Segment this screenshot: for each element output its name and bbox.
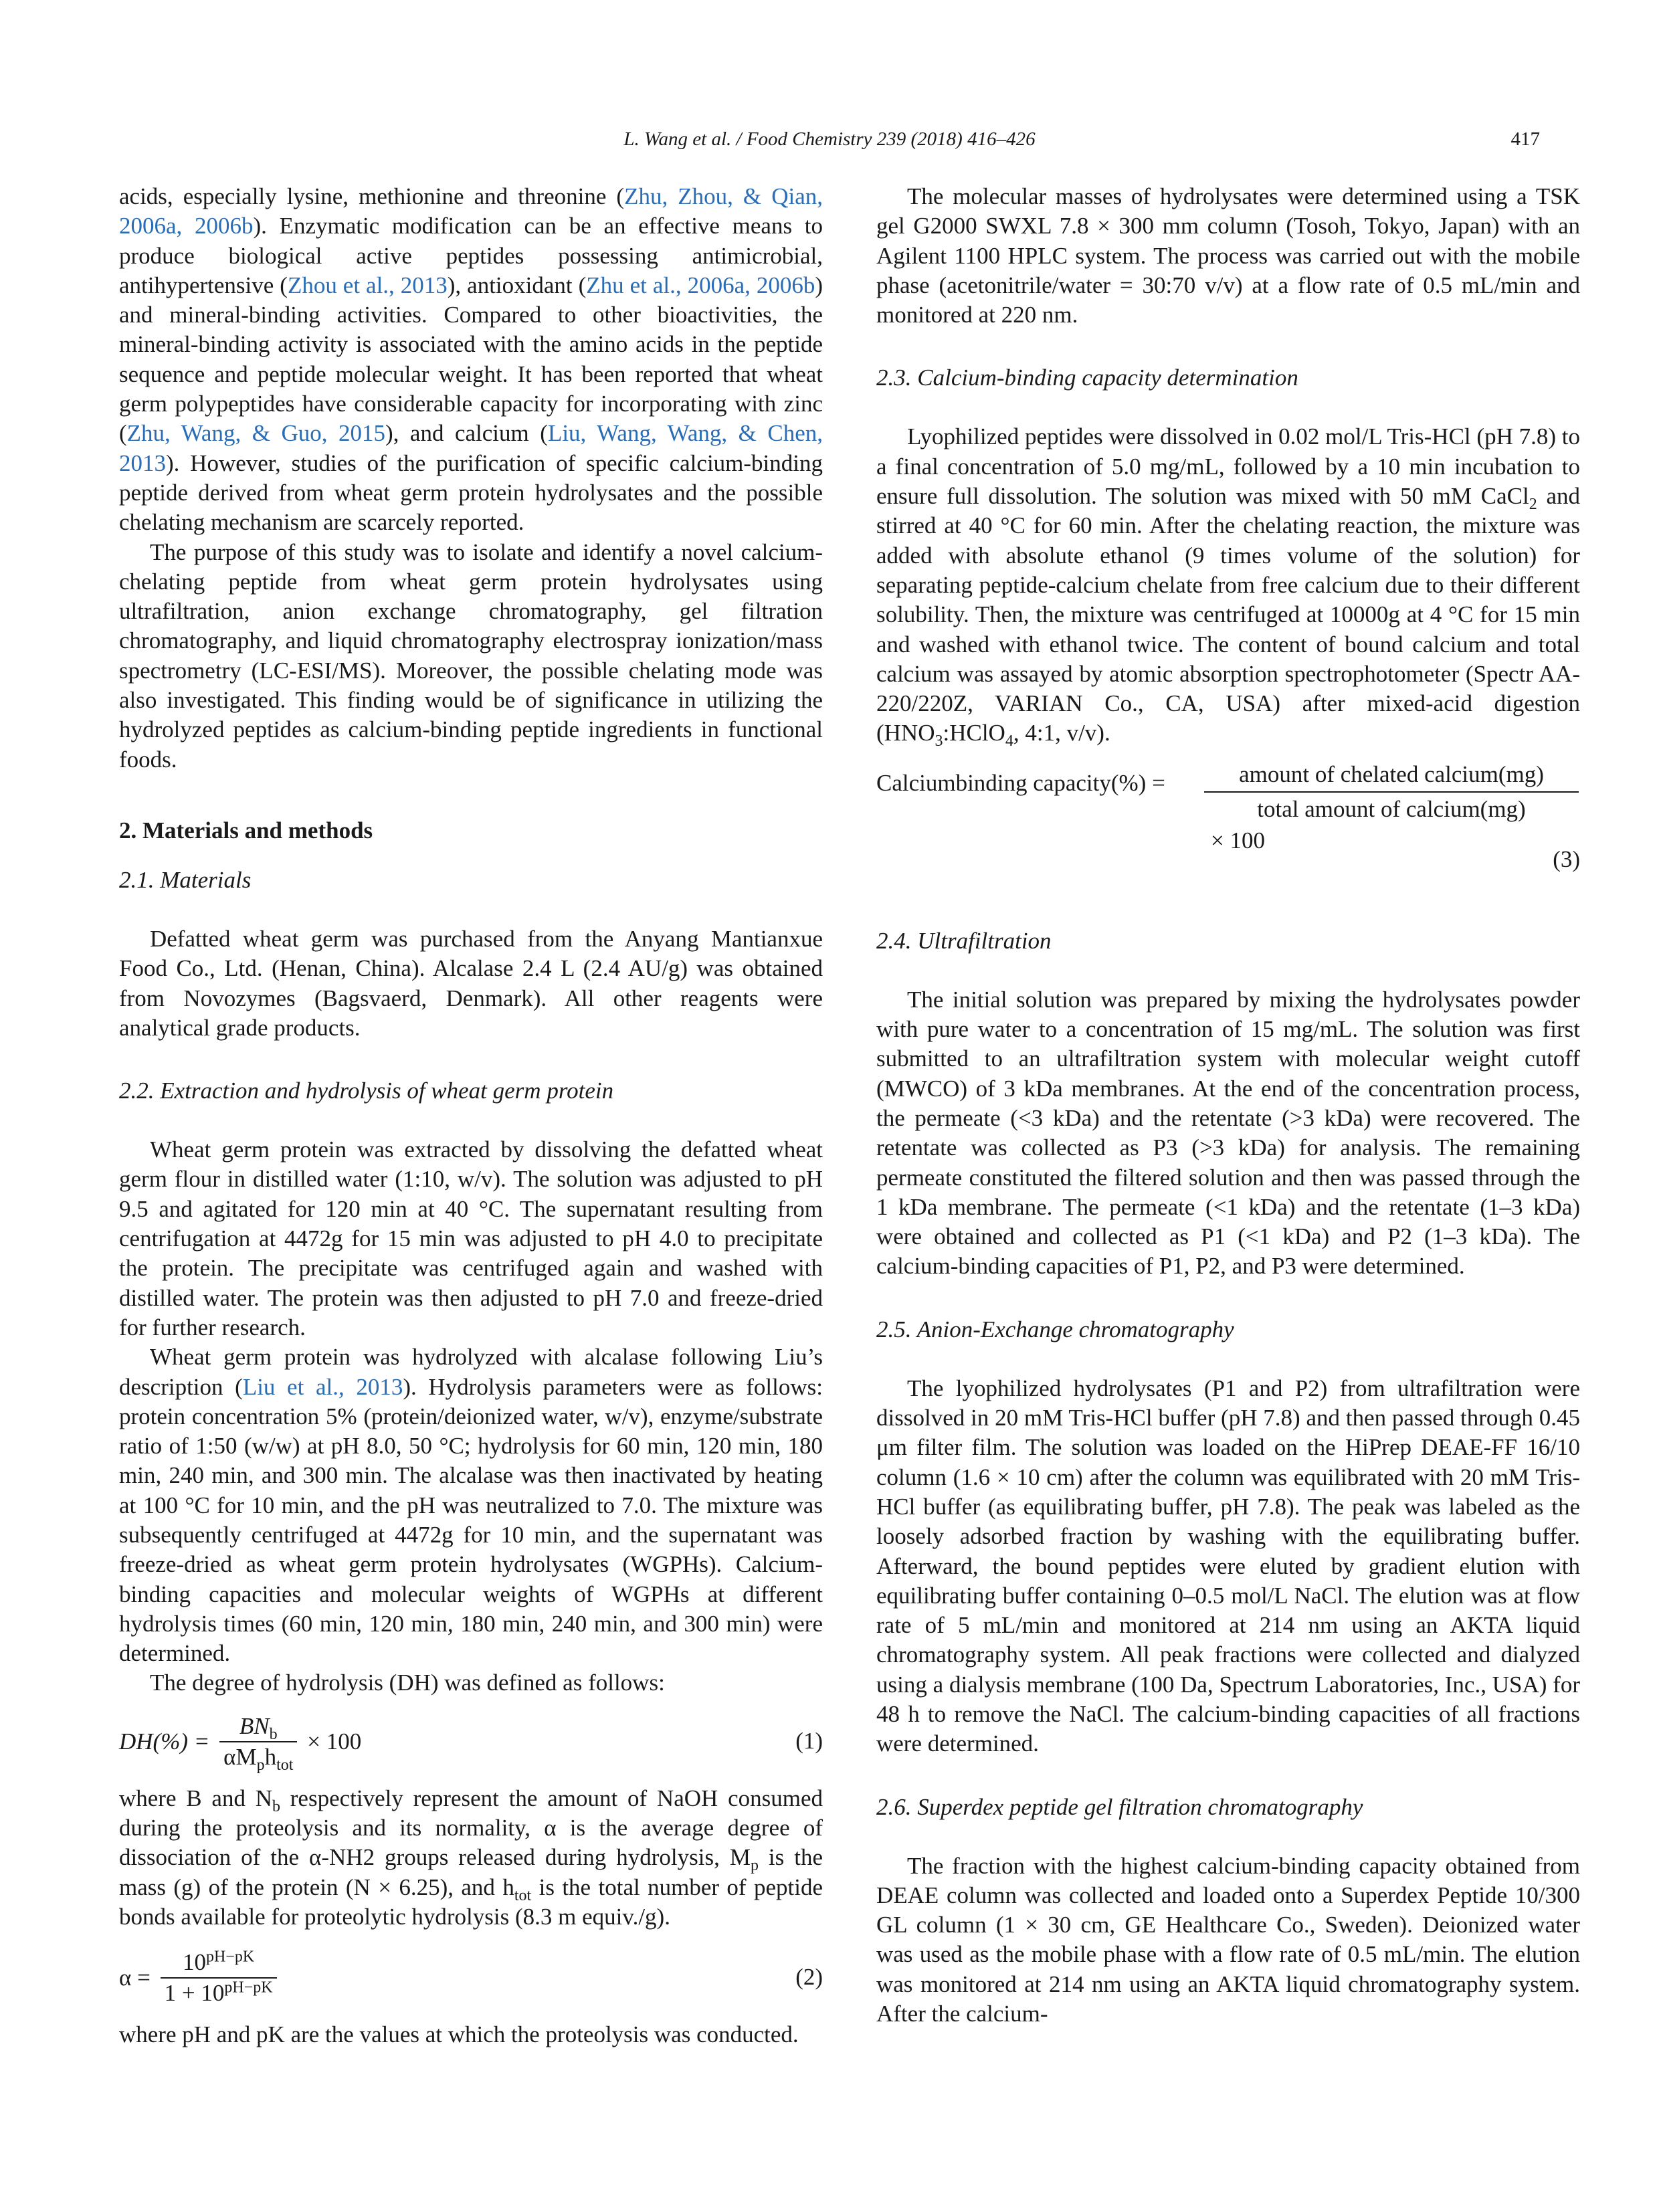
equation-3: Calciumbinding capacity(%) = amount of chelated calcium(mg) total amount of calcium(mg) × 100 (3) [876,761,1580,872]
equation-2: α = $\frac{10^{pH-pK}}{1 + 10^{pH-pK}}$ (2) [119,1948,823,2007]
where-paragraph-2: where pH and pK are the values at which the proteolysis was conducted. [119,2021,799,2048]
equation-1: DH(%) = $\frac{BN_b}{\alpha M_ph_{tot}}$ × 100 (1) [119,1712,823,1774]
intro-paragraph-continued: acids, especially lysine, methionine and threonine (Zhu, Zhou, & Qian, 2006a, 2006b). Enzymatic modification can be an effective means to produce biological active peptides possessing antimicrobial, antihypertensive (Zhou et al., 2013), antioxidant (Zhu et al., 2006a, 2006b) and mineral-binding activities. Compared to other bioactivities, the mineral-binding activity is associated with the amino acids in the peptide sequence and peptide molecular weight. It has been reported that wheat germ polypeptides have considerable capacity for incorporating with zinc (Zhu, Wang, & Guo, 2015), and calcium (Liu, Wang, Wang, & Chen, 2013). However, studies of the purification of specific calcium-binding peptide derived from wheat germ protein hydrolysates and the possible chelating mechanism are scarcely reported. [119,183,823,536]
hydrolysis-paragraph: Wheat germ protein was hydrolyzed with alcalase following Liu’s description (Liu et al., 2013). Hydrolysis parameters were as follows: protein concentration 5% (protein/deionized water, w/v), enzyme/substrate ratio of 1:50 (w/w) at pH 8.0, 50 °C; hydrolysis for 60 min, 120 min, 180 min, 240 min, and 300 min. The alcalase was then inactivated by heating at 100 °C for 10 min, and the pH was neutralized to 7.0. The mixture was subsequently centrifuged at 4472g for 10 min, and the supernatant was freeze-dried as wheat germ protein hydrolysates (WGPHs). Calcium-binding capacities and molecular weights of WGPHs at different hydrolysis times (60 min, 120 min, 180 min, 240 min, and 300 min) were determined. [119,1344,823,1667]
purpose-paragraph: The purpose of this study was to isolate and identify a novel calcium-chelating peptide from wheat germ protein hydrolysates using ultrafiltration, anion exchange chromatography, gel filtration chromatography, and liquid chromatography electrospray ionization/mass spectrometry (LC-ESI/MS). Moreover, the possible chelating mode was also investigated. This finding would be of significance in utilizing the hydrolyzed peptides as calcium-binding peptide ingredients in functional foods. [119,538,823,773]
extraction-paragraph: Wheat germ protein was extracted by dissolving the defatted wheat germ flour in distilled water (1:10, w/v). The solution was adjusted to pH 9.5 and agitated for 120 min at 40 °C. The supernatant resulting from centrifugation at 4472g for 15 min was adjusted to pH 4.0 to precipitate the protein. The precipitate was centrifuged again and washed with distilled water. The protein was then adjusted to pH 7.0 and freeze-dried for further research. [119,1136,823,1340]
subsection-heading: 2.1. Materials [119,866,252,893]
where-paragraph-1: where B and $N_b$ respectively represent the amount of NaOH consumed during the proteolysis and its normality, α is the average degree of dissociation of the α-NH2 groups released during hydrolysis, $M_p$ is the mass (g) of the protein (N × 6.25), and $h_{tot}$ is the total number of peptide bonds available for proteolytic hydrolysis (8.3 m equiv./g). [119,1785,823,1930]
page-number: 417 [1510,128,1540,150]
citation-link[interactable]: Zhu et al., 2006a, 2006b [586,272,815,298]
equation-number: (3) [1553,845,1580,872]
citation-link[interactable]: Zhou et al., 2013 [287,272,448,298]
dh-intro: The degree of hydrolysis (DH) was defined as follows: [150,1670,665,1696]
citation-link[interactable]: Zhu, Wang, & Guo, 2015 [126,420,385,447]
citation-link[interactable]: Zhu, Zhou, & Qian, 2006a, 2006b [119,183,823,239]
equation-number: (2) [795,1964,823,1991]
anion-exchange-paragraph: The lyophilized hydrolysates (P1 and P2) from ultrafiltration were dissolved in 20 mM Tris-HCl buffer (pH 7.8) and then passed through 0.45 μm filter film. The solution was loaded on the HiPrep DEAE-FF 16/10 column (1.6 × 10 cm) after the column was equilibrated with 20 mM Tris-HCl buffer (as equilibrating buffer, pH 7.8). The peak was labeled as the loosely adsorbed fraction by washing with the equilibrating buffer. Afterward, the bound peptides were eluted by gradient elution with equilibrating buffer containing 0–0.5 mol/L NaCl. The elution was at flow rate of 5 mL/min and monitored at 214 nm using an AKTA liquid chromatography system. All peak fractions were collected and dialyzed using a dialysis membrane (100 Da, Spectrum Laboratories, Inc., USA) for 48 h to remove the NaCl. The calcium-binding capacities of all fractions were determined. [876,1375,1580,1757]
materials-paragraph: Defatted wheat germ was purchased from the Anyang Mantianxue Food Co., Ltd. (Henan, China). Alcalase 2.4 L (2.4 AU/g) was obtained from Novozymes (Bagsvaerd, Denmark). All other reagents were analytical grade products. [119,925,823,1041]
subsection-heading: 2.6. Superdex peptide gel filtration chromatography [876,1793,1363,1820]
subsection-heading: 2.2. Extraction and hydrolysis of wheat germ protein [119,1078,614,1104]
running-head [119,128,1540,158]
subsection-heading: 2.5. Anion-Exchange chromatography [876,1316,1234,1342]
left-column [119,182,823,2050]
subsection-heading: 2.3. Calcium-binding capacity determination [876,365,1298,391]
ultrafiltration-paragraph: The initial solution was prepared by mixing the hydrolysates powder with pure water to a concentration of 15 mg/mL. The solution was first submitted to an ultrafiltration system with molecular weight cutoff (MWCO) of 3 kDa membranes. At the end of the concentration process, the permeate (<3 kDa) and the retentate (>3 kDa) were recovered. The retentate was collected as P3 (>3 kDa) for analysis. The remaining permeate constituted the filtered solution and then was passed through the 1 kDa membrane. The permeate (<1 kDa) and the retentate (1–3 kDa) were obtained and collected as P1 (<1 kDa) and P2 (1–3 kDa). The calcium-binding capacities of P1, P2, and P3 were determined. [876,986,1580,1280]
equation-number: (1) [795,1727,823,1754]
gel-filtration-paragraph: The fraction with the highest calcium-binding capacity obtained from DEAE column was collected and loaded onto a Superdex Peptide 10/300 GL column (1 × 30 cm, GE Healthcare Co., Sweden). Deionized water was used as the mobile phase with a flow rate of 0.5 mL/min. The elution was monitored at 214 nm using an AKTA liquid chromatography system. After the calcium- [876,1852,1580,2027]
citation-link[interactable]: Liu, Wang, Wang, & Chen, 2013 [119,420,823,476]
section-heading: 2. Materials and methods [119,817,373,843]
subsection-heading: 2.4. Ultrafiltration [876,927,1052,954]
journal-citation: L. Wang et al. / Food Chemistry 239 (2018) 416–426 [623,128,1036,150]
right-column [876,182,1580,2029]
calcium-binding-paragraph: Lyophilized peptides were dissolved in 0.02 mol/L Tris-HCl (pH 7.8) to a final concentration of 5.0 mg/mL, followed by a 10 min incubation to ensure full dissolution. The solution was mixed with 50 mM CaCl$_2$ and stirred at 40 °C for 60 min. After the chelating reaction, the mixture was added with absolute ethanol (9 times volume of the solution) for separating peptide-calcium chelate from free calcium due to their different solubility. Then, the mixture was centrifuged at 10000g at 4 °C for 15 min and washed with ethanol twice. The content of bound calcium and total calcium was assayed by atomic absorption spectrophotometer (Spectr AA-220/220Z, VARIAN Co., CA, USA) after mixed-acid digestion ($HNO_3:HClO_4$, 4:1, v/v). [876,423,1580,750]
molecular-mass-paragraph: The molecular masses of hydrolysates were determined using a TSK gel G2000 SWXL 7.8 × 300 mm column (Tosoh, Tokyo, Japan) with an Agilent 1100 HPLC system. The process was carried out with the mobile phase (acetonitrile/water = 30:70 v/v) at a flow rate of 0.5 mL/min and monitored at 220 nm. [876,183,1580,328]
citation-link[interactable]: Liu et al., 2013 [242,1373,403,1400]
